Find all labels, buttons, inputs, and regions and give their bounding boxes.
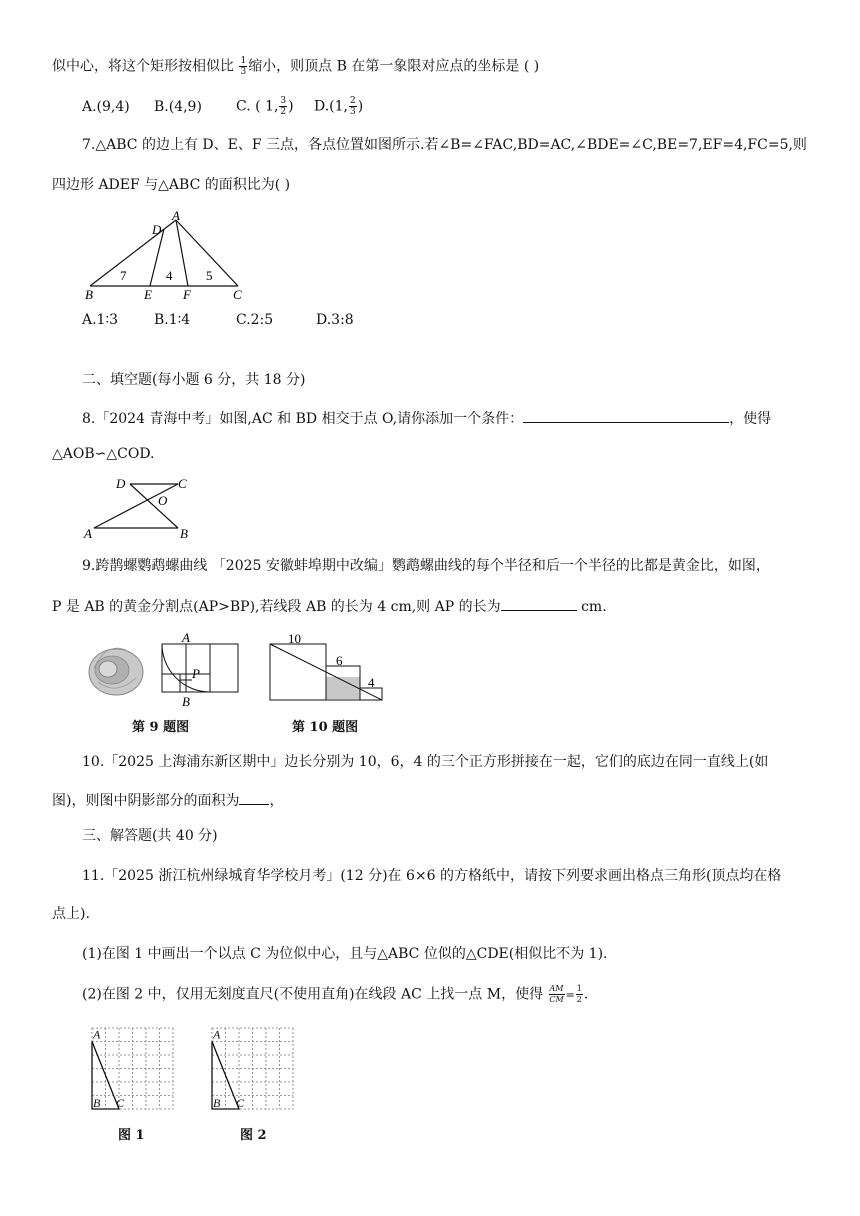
q11-grid-figure-2 (206, 1022, 300, 1116)
q7-label-f: F (183, 287, 191, 300)
q8-figure (82, 472, 197, 542)
q8-answer-blank[interactable] (523, 408, 729, 423)
section-fill-in-heading: 二、填空题(每小题 6 分，共 18 分) (82, 372, 306, 388)
q11-part1: (1)在图 1 中画出一个以点 C 为位似中心，且与△ABC 位似的△CDE(相似比不为 1). (82, 946, 608, 962)
q11-half-fraction: $\frac{1}{2}$ (576, 984, 582, 1004)
q7-line1: 7.△ABC 的边上有 D、E、F 三点，各点位置如图所示.若∠B=∠FAC,BD=AC,∠BDE=∠C,BE=7,EF=4,FC=5,则 (82, 137, 807, 153)
q10-answer-blank[interactable] (239, 790, 269, 805)
q8-label-b: B (180, 526, 188, 541)
q11-grid-figure-1 (86, 1022, 180, 1116)
q7-option-a[interactable]: A.1∶3 (82, 312, 119, 328)
q8-label-a: A (84, 526, 92, 541)
q8-line2: △AOB∽△COD. (52, 446, 155, 462)
grid-label-a: A (213, 1027, 221, 1042)
grid-label-b: B (93, 1096, 101, 1110)
q7-line2: 四边形 ADEF 与△ABC 的面积比为( ) (52, 177, 291, 193)
q8-label-d: D (116, 476, 126, 491)
section-solve-heading: 三、解答题(共 40 分) (82, 828, 218, 844)
nautilus-shell-image (89, 648, 143, 695)
q9-label-a: A (182, 632, 190, 645)
q7-option-c[interactable]: C.2:5 (236, 312, 274, 328)
q6-option-d[interactable]: D.(1, $\frac{2}{3}$ ) (314, 96, 364, 117)
q11-caption-2: 图 2 (240, 1128, 267, 1143)
q11-line1: 11.「2025 浙江杭州绿城育华学校月考」(12 分)在 6×6 的方格纸中，请按下列要求画出格点三角形(顶点均在格 (82, 868, 782, 884)
q11-part2: (2)在图 2 中，仅用无刻度直尺(不使用直角)在线段 AC 上找一点 M，使得 $\frac{AM}{CM}$ = $\frac{1}{2}$ . (82, 984, 589, 1004)
grid-label-b: B (213, 1096, 221, 1110)
q10-line2: 图)，则图中阴影部分的面积为 ， (52, 790, 283, 811)
q9-label-b: B (182, 694, 190, 709)
q7-label-e: E (144, 287, 152, 300)
q6-option-c[interactable]: C. ( 1, $\frac{3}{2}$ ) (236, 96, 294, 117)
q8-line1: 8.「2024 青海中考」如图,AC 和 BD 相交于点 O,请你添加一个条件： ，使得 (82, 408, 771, 429)
q7-label-d: D (152, 222, 162, 237)
q6-ratio-fraction: $\frac{1}{3}$ (240, 56, 247, 77)
q9-answer-blank[interactable] (501, 596, 577, 611)
q7-option-b[interactable]: B.1∶4 (154, 312, 191, 328)
q7-label-b: B (85, 287, 93, 300)
q9-figure (86, 632, 246, 712)
q7-option-d[interactable]: D.3:8 (316, 312, 354, 328)
q8-label-o: O (158, 493, 168, 508)
q7-options (82, 310, 354, 330)
q6-text-a: 似中心，将这个矩形按相似比 (52, 58, 239, 75)
q9-line2: P 是 AB 的黄金分割点(AP>BP),若线段 AB 的长为 4 cm,则 AP 的长为 cm. (52, 596, 607, 617)
q9-label-p: P (192, 666, 200, 681)
q10-figure (264, 632, 388, 712)
q11-line2: 点上). (52, 906, 90, 922)
q6-options (82, 96, 363, 117)
q7-length-5: 5 (206, 268, 213, 283)
q6-text-b: 缩小，则顶点 B 在第一象限对应点的坐标是 ( ) (248, 58, 540, 75)
q6-option-a[interactable]: A.(9,4) (82, 98, 130, 115)
q10-length-4: 4 (368, 675, 375, 690)
grid-label-c: C (236, 1096, 245, 1110)
q10-length-10: 10 (288, 632, 301, 646)
q9-caption: 第 9 题图 (132, 720, 190, 735)
q7-length-7: 7 (120, 268, 127, 283)
grid-label-a: A (93, 1027, 101, 1042)
q11-caption-1: 图 1 (118, 1128, 145, 1143)
q11-am-cm-fraction: $\frac{AM}{CM}$ (549, 984, 564, 1004)
q6-line1 (52, 56, 539, 77)
q10-caption: 第 10 题图 (292, 720, 359, 735)
q10-line1: 10.「2025 上海浦东新区期中」边长分别为 10，6，4 的三个正方形拼接在一起，它们的底边在同一直线上(如 (82, 754, 769, 770)
q7-label-c: C (233, 287, 242, 300)
q7-length-4: 4 (166, 268, 173, 283)
q6-option-b[interactable]: B.(4,9) (154, 98, 202, 115)
q8-label-c: C (178, 476, 187, 491)
grid-label-c: C (116, 1096, 125, 1110)
q7-label-a: A (172, 208, 180, 223)
q10-length-6: 6 (336, 653, 343, 668)
q9-line1: 9.跨鹊螺鹦鹉螺曲线 「2025 安徽蚌埠期中改编」鹦鹉螺曲线的每个半径和后一个半径的比都是黄金比，如图， (82, 558, 770, 574)
golden-rectangle (162, 644, 238, 692)
q7-triangle-figure (80, 208, 250, 300)
